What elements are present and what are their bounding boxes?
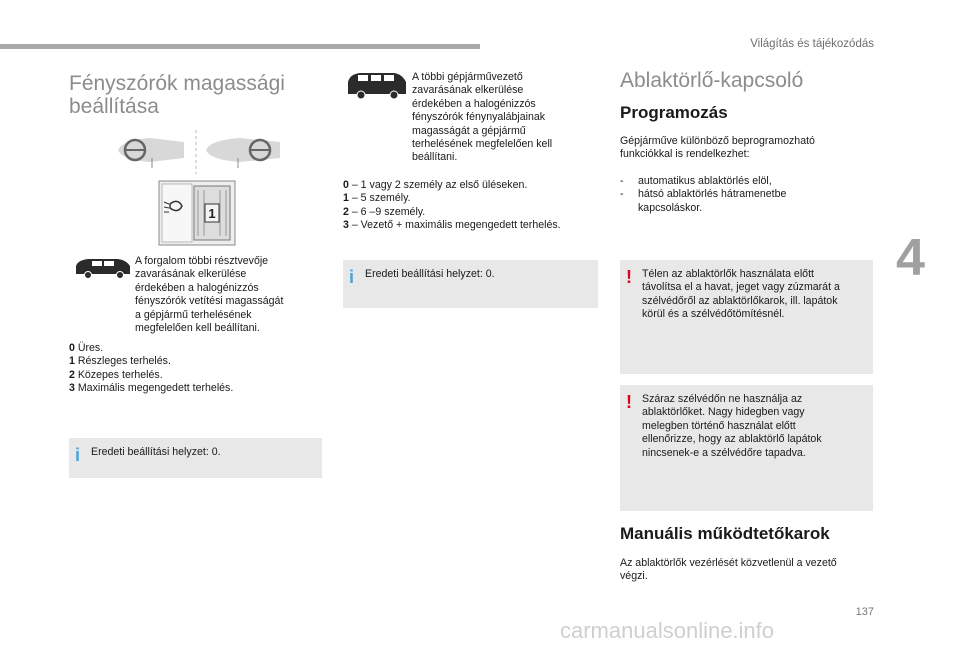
- info-icon: i: [349, 267, 355, 287]
- van-text-line: megfelelően kell beállítani.: [135, 322, 260, 335]
- load-level-item: 0 Üres.: [69, 342, 104, 354]
- wiper-title: Ablaktörlő-kapcsoló: [620, 69, 804, 92]
- bus-text-line: A többi gépjárművezető: [412, 71, 523, 83]
- bus-text-line: magasságát a gépjármű: [412, 124, 526, 137]
- info-box: [343, 260, 598, 308]
- headlight-adjust-thumbwheel-icon: [158, 180, 236, 246]
- warning-icon: !: [626, 392, 632, 412]
- prog-text-line: Gépjárműve különböző beprogramozható: [620, 135, 815, 147]
- programming-intro: [620, 135, 815, 162]
- list-item: - automatikus ablaktörlés elöl,: [620, 175, 772, 187]
- info-icon: i: [75, 445, 81, 465]
- section-title: Világítás és tájékozódás: [750, 38, 874, 50]
- warning-text: Télen az ablaktörlők használata előtt távolítsa el a havat, jeget vagy zúzmarát a szélvédőről az ablaktörlőkarok, ill. lapátok körül és a szélvédőtömítésnél.: [642, 268, 840, 321]
- info-text: Eredeti beállítási helyzet: 0.: [91, 446, 221, 458]
- van-text-line: érdekében a halogénizzós: [135, 281, 259, 294]
- van-text-line: a gépjármű terhelésének: [135, 308, 252, 321]
- passenger-levels-list: [343, 179, 561, 233]
- bus-text-line: érdekében a halogénizzós: [412, 97, 536, 110]
- load-level-item: 1 Részleges terhelés.: [69, 355, 171, 368]
- warning-box-dry: [620, 385, 873, 511]
- minibus-icon: [346, 70, 408, 100]
- van-icon: [74, 256, 132, 280]
- info-text: Eredeti beállítási helyzet: 0.: [365, 268, 495, 280]
- col1-title-line1: Fényszórók magassági: [69, 72, 285, 95]
- passenger-level-item: 0 – 1 vagy 2 személy az első üléseken.: [343, 179, 528, 191]
- col1-title: [69, 72, 285, 118]
- bus-text-line: fényszórók fénynyalábjainak: [412, 111, 546, 124]
- van-text-line: zavarásának elkerülése: [135, 268, 247, 281]
- page-number: 137: [855, 606, 874, 618]
- passenger-level-item: 1 – 5 személy.: [343, 192, 411, 205]
- programming-title: Programozás: [620, 103, 728, 122]
- headlight-beam-illustration: [110, 128, 290, 176]
- load-levels-list: [69, 342, 233, 396]
- van-description: [135, 255, 283, 335]
- prog-text-line: funkciókkal is rendelkezhet:: [620, 148, 750, 161]
- bus-text-line: zavarásának elkerülése: [412, 84, 524, 97]
- col1-title-line2: beállítása: [69, 95, 159, 118]
- manual-title: Manuális működtetőkarok: [620, 524, 830, 543]
- top-bar: [0, 44, 480, 49]
- van-text-line: A forgalom többi résztvevője: [135, 255, 269, 267]
- load-level-item: 3 Maximális megengedett terhelés.: [69, 382, 234, 395]
- warning-icon: !: [626, 267, 632, 287]
- warning-box-winter: [620, 260, 873, 374]
- passenger-level-item: 3 – Vezető + maximális megengedett terhelés.: [343, 219, 561, 232]
- bus-text-line: beállítani.: [412, 151, 458, 164]
- chapter-number: 4: [896, 229, 925, 287]
- warning-text: Száraz szélvédőn ne használja az ablaktörlőket. Nagy hidegben vagy melegben történő használat előtt ellenőrizze, hogy az ablaktörlő lapátok nincsenek-e a szélvédőre tapadva.: [642, 393, 822, 459]
- list-item-continued: kapcsoláskor.: [638, 201, 703, 214]
- info-box: [69, 438, 322, 478]
- watermark: carmanualsonline.info: [560, 618, 775, 643]
- list-item: - hátsó ablaktörlés hátramenetbe: [620, 188, 787, 201]
- programming-list: [620, 175, 786, 215]
- load-level-item: 2 Közepes terhelés.: [69, 368, 163, 381]
- van-text-line: fényszórók vetítési magasságát: [135, 295, 284, 308]
- minibus-description: [412, 71, 552, 165]
- bus-text-line: terhelésének megfelelően kell: [412, 138, 553, 151]
- manual-text: Az ablaktörlők vezérlését közvetlenül a vezető végzi.: [620, 557, 837, 583]
- passenger-level-item: 2 – 6 –9 személy.: [343, 205, 426, 218]
- svg-text:1: 1: [208, 206, 216, 221]
